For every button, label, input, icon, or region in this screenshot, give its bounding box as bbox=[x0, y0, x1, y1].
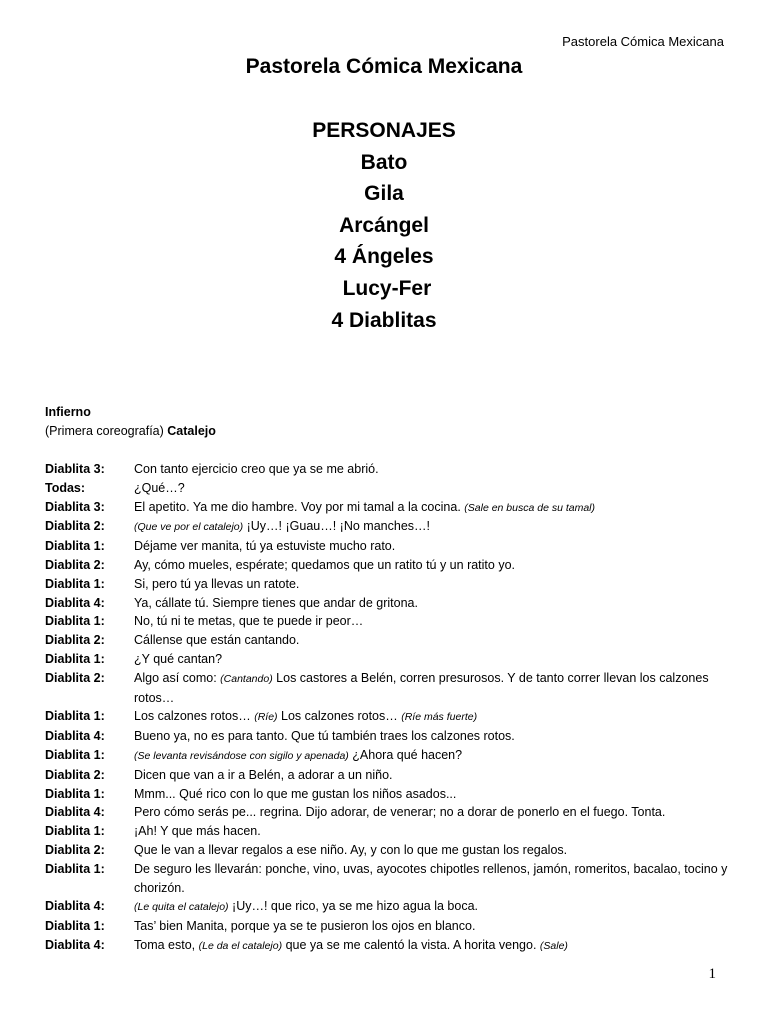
spoken-text: No, tú ni te metas, que te puede ir peor… bbox=[134, 614, 364, 629]
speaker-name: Diablita 1: bbox=[45, 709, 105, 724]
scene-note-paren: (Primera coreografía) bbox=[45, 424, 164, 438]
speech-text bbox=[134, 479, 735, 498]
dialogue-line bbox=[45, 746, 735, 766]
speaker-name: Diablita 2: bbox=[45, 519, 105, 534]
spoken-text: ¡Uy…! que rico, ya se me hizo agua la boca. bbox=[228, 899, 478, 914]
cast-member: Gila bbox=[364, 182, 404, 206]
speaker-name: Diablita 4: bbox=[45, 899, 105, 914]
speech-text bbox=[134, 612, 735, 631]
dialogue-line bbox=[45, 897, 735, 917]
spoken-text: que ya se me calentó la vista. A horita vengo. bbox=[282, 937, 540, 952]
spoken-text: Que le van a llevar regalos a ese niño. Ay, y con lo que me gustan los regalos. bbox=[134, 842, 568, 857]
cast-member: Arcángel bbox=[339, 213, 429, 237]
spoken-text: Pero cómo serás pe... regrina. Dijo adorar, de venerar; no a dorar de ponerlo en el fuego. Tonta. bbox=[134, 805, 666, 820]
page-number: 1 bbox=[708, 966, 716, 982]
speaker-name: Diablita 4: bbox=[45, 805, 105, 820]
speech-text bbox=[134, 650, 735, 669]
scene-heading bbox=[45, 403, 216, 441]
dialogue-line bbox=[45, 612, 735, 631]
speech-text bbox=[134, 460, 735, 479]
dialogue-line bbox=[45, 517, 735, 537]
dialogue-line bbox=[45, 631, 735, 650]
speaker-name: Diablita 3: bbox=[45, 462, 105, 476]
speaker-name: Diablita 2: bbox=[45, 633, 105, 648]
spoken-text: Cállense que están cantando. bbox=[134, 633, 300, 648]
speech-text bbox=[134, 822, 735, 841]
speech-text bbox=[134, 556, 735, 575]
stage-direction: (Le da el catalejo) bbox=[198, 939, 283, 952]
speech-text bbox=[134, 631, 735, 650]
spoken-text: Si, pero tú ya llevas un ratote. bbox=[134, 576, 300, 591]
dialogue-line bbox=[45, 575, 735, 594]
speech-text bbox=[134, 803, 735, 822]
speech-text bbox=[134, 897, 735, 917]
speaker-name: Diablita 4: bbox=[45, 729, 105, 744]
spoken-text: Los castores a Belén, corren presurosos. Y de tanto correr llevan los calzones rotos… bbox=[134, 670, 709, 705]
speaker-name: Diablita 1: bbox=[45, 651, 105, 666]
dialogue-line bbox=[45, 860, 735, 898]
stage-direction: (Que ve por el catalejo) bbox=[134, 521, 244, 534]
dialogue-line bbox=[45, 727, 735, 746]
stage-direction: (Ríe más fuerte) bbox=[401, 711, 478, 724]
stage-direction: (Se levanta revisándose con sigilo y apenada) bbox=[134, 749, 349, 762]
dialogue-line bbox=[45, 479, 735, 498]
speaker-name: Diablita 1: bbox=[45, 576, 105, 591]
speech-text bbox=[134, 746, 735, 766]
cast-heading: PERSONAJES bbox=[312, 119, 456, 142]
dialogue-line bbox=[45, 669, 735, 708]
spoken-text: Dicen que van a ir a Belén, a adorar a un niño. bbox=[134, 767, 393, 782]
cast-list bbox=[0, 115, 768, 336]
speaker-name: Diablita 3: bbox=[45, 499, 105, 514]
speech-text bbox=[134, 936, 735, 956]
spoken-text: Los calzones rotos… bbox=[134, 709, 255, 724]
cast-member: Lucy-Fer bbox=[336, 276, 432, 300]
stage-direction: (Sale en busca de su tamal) bbox=[464, 501, 596, 514]
speaker-name: Diablita 1: bbox=[45, 919, 105, 934]
stage-direction: (Le quita el catalejo) bbox=[134, 901, 229, 914]
stage-direction: (Ríe) bbox=[254, 711, 278, 724]
spoken-text: Tas’ bien Manita, porque ya se te pusieron los ojos en blanco. bbox=[134, 919, 476, 934]
speaker-name: Diablita 1: bbox=[45, 747, 105, 762]
speaker-name: Diablita 1: bbox=[45, 614, 105, 629]
spoken-text: Algo así como: bbox=[134, 670, 221, 685]
spoken-text: Déjame ver manita, tú ya estuviste mucho rato. bbox=[134, 539, 396, 554]
speech-text bbox=[134, 785, 735, 804]
dialogue-line bbox=[45, 766, 735, 785]
speech-text bbox=[134, 575, 735, 594]
speaker-name: Diablita 1: bbox=[45, 861, 105, 876]
dialogue-line bbox=[45, 803, 735, 822]
speech-text bbox=[134, 517, 735, 537]
spoken-text: Ay, cómo mueles, espérate; quedamos que un ratito tú y un ratito yo. bbox=[134, 557, 515, 572]
dialogue-line bbox=[45, 498, 735, 518]
speech-text bbox=[134, 498, 735, 518]
dialogue-line bbox=[45, 707, 735, 727]
dialogue-line bbox=[45, 841, 735, 860]
dialogue-line bbox=[45, 556, 735, 575]
spoken-text: ¡Ah! Y que más hacen. bbox=[134, 824, 261, 839]
spoken-text: Mmm... Qué rico con lo que me gustan los niños asados... bbox=[134, 786, 457, 801]
dialogue-line bbox=[45, 650, 735, 669]
speech-text bbox=[134, 594, 735, 613]
stage-direction: (Sale) bbox=[539, 939, 568, 952]
speaker-name: Diablita 4: bbox=[45, 937, 105, 952]
document-title: Pastorela Cómica Mexicana bbox=[245, 55, 523, 78]
speech-text bbox=[134, 727, 735, 746]
scene-note bbox=[45, 422, 216, 441]
spoken-text: De seguro les llevarán: ponche, vino, uvas, ayocotes chipotles rellenos, jamón, romeritos, bacalao, tocino y chorizón. bbox=[134, 861, 728, 895]
dialogue-line bbox=[45, 822, 735, 841]
dialogue-line bbox=[45, 460, 735, 479]
speech-text bbox=[134, 766, 735, 785]
speaker-name: Diablita 2: bbox=[45, 557, 105, 572]
spoken-text: ¿Y qué cantan? bbox=[134, 651, 223, 666]
speech-text bbox=[134, 841, 735, 860]
speech-text bbox=[134, 537, 735, 556]
scene-location: Infierno bbox=[45, 405, 91, 419]
spoken-text: ¿Ahora qué hacen? bbox=[348, 747, 463, 762]
cast-member: Bato bbox=[360, 150, 408, 174]
speech-text bbox=[134, 860, 735, 898]
stage-direction: (Cantando) bbox=[220, 672, 273, 685]
speaker-name: Diablita 2: bbox=[45, 767, 105, 782]
cast-member: 4 Diablitas bbox=[331, 308, 437, 332]
spoken-text: Con tanto ejercicio creo que ya se me abrió. bbox=[134, 462, 379, 476]
spoken-text: Los calzones rotos… bbox=[277, 709, 402, 724]
dialogue-line bbox=[45, 917, 735, 936]
dialogue-line bbox=[45, 785, 735, 804]
speaker-name: Diablita 2: bbox=[45, 670, 105, 685]
speech-text bbox=[134, 917, 735, 936]
speaker-name: Diablita 2: bbox=[45, 842, 105, 857]
dialogue-line bbox=[45, 537, 735, 556]
speaker-name: Diablita 1: bbox=[45, 824, 105, 839]
dialogue-line bbox=[45, 594, 735, 613]
cast-member: 4 Ángeles bbox=[334, 245, 434, 269]
spoken-text: Toma esto, bbox=[134, 937, 199, 952]
speaker-name: Diablita 1: bbox=[45, 786, 105, 801]
dialogue-line bbox=[45, 936, 735, 956]
speaker-name: Diablita 4: bbox=[45, 595, 105, 610]
spoken-text: Bueno ya, no es para tanto. Que tú también traes los calzones rotos. bbox=[134, 729, 515, 744]
speech-text bbox=[134, 707, 735, 727]
running-header: Pastorela Cómica Mexicana bbox=[562, 34, 724, 49]
spoken-text: ¡Uy…! ¡Guau…! ¡No manches…! bbox=[243, 519, 430, 534]
speaker-name: Diablita 1: bbox=[45, 539, 105, 554]
scene-note-prop: Catalejo bbox=[167, 424, 216, 438]
speech-text bbox=[134, 669, 735, 708]
dialogue-block bbox=[45, 460, 735, 956]
speaker-name: Todas: bbox=[45, 480, 86, 495]
spoken-text: Ya, cállate tú. Siempre tienes que andar de gritona. bbox=[134, 595, 418, 610]
spoken-text: El apetito. Ya me dio hambre. Voy por mi tamal a la cocina. bbox=[134, 499, 465, 514]
spoken-text: ¿Qué…? bbox=[134, 480, 185, 495]
